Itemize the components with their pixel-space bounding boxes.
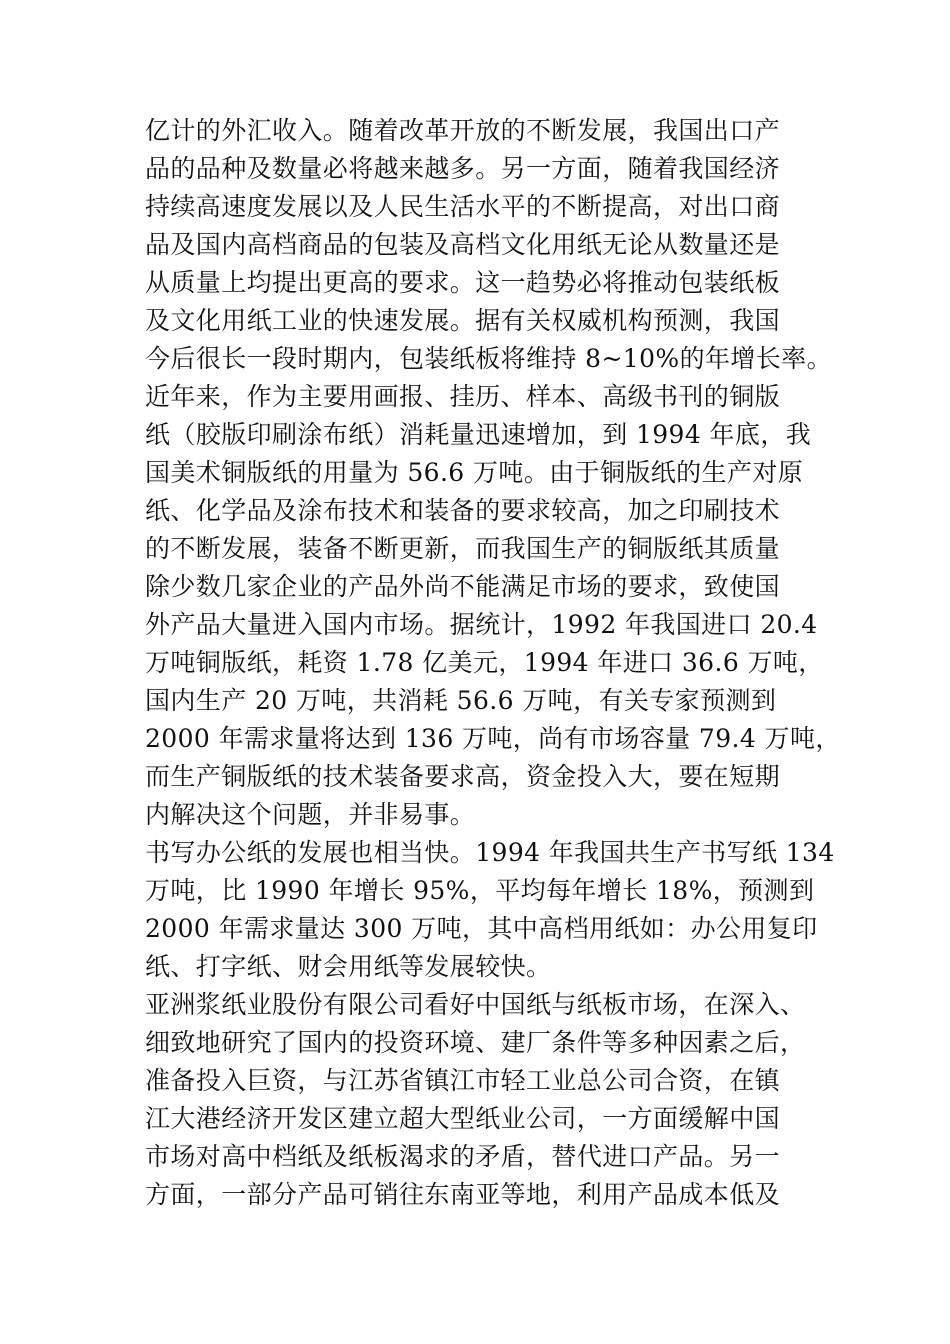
text-line: 纸、化学品及涂布技术和装备的要求较高，加之印刷技术 [145,496,781,525]
text-line: 纸（胶版印刷涂布纸）消耗量迅速增加，到 1994 年底，我 [145,420,812,449]
text-line: 今后很长一段时期内，包装纸板将维持 8~10%的年增长率。 [145,344,832,373]
text-line: 纸、打字纸、财会用纸等发展较快。 [145,952,552,981]
text-line: 2000 年需求量达 300 万吨，其中高档用纸如：办公用复印 [145,914,818,943]
text-line: 书写办公纸的发展也相当快。1994 年我国共生产书写纸 134 [145,838,835,867]
text-line: 市场对高中档纸及纸板渴求的矛盾，替代进口产品。另一 [145,1142,781,1171]
text-line: 国内生产 20 万吨，共消耗 56.6 万吨，有关专家预测到 [145,686,777,715]
text-line: 江大港经济开发区建立超大型纸业公司，一方面缓解中国 [145,1104,781,1133]
text-line: 亚洲浆纸业股份有限公司看好中国纸与纸板市场，在深入、 [145,990,806,1019]
text-line: 万吨，比 1990 年增长 95%，平均每年增长 18%，预测到 [145,876,815,905]
text-line: 品的品种及数量必将越来越多。另一方面，随着我国经济 [145,154,781,183]
text-line: 内解决这个问题，并非易事。 [145,800,476,829]
text-line: 近年来，作为主要用画报、挂历、样本、高级书刊的铜版 [145,382,781,411]
text-line: 2000 年需求量将达到 136 万吨，尚有市场容量 79.4 万吨， [145,724,841,753]
text-line: 准备投入巨资，与江苏省镇江市轻工业总公司合资，在镇 [145,1066,781,1095]
text-line: 细致地研究了国内的投资环境、建厂条件等多种因素之后， [145,1028,806,1057]
text-line: 除少数几家企业的产品外尚不能满足市场的要求，致使国 [145,572,781,601]
text-line: 品及国内高档商品的包装及高档文化用纸无论从数量还是 [145,230,781,259]
document-body-text [145,112,841,1214]
text-line: 而生产铜版纸的技术装备要求高，资金投入大，要在短期 [145,762,781,791]
text-line: 外产品大量进入国内市场。据统计，1992 年我国进口 20.4 [145,610,818,639]
text-line: 亿计的外汇收入。随着改革开放的不断发展，我国出口产 [145,116,781,145]
text-line: 国美术铜版纸的用量为 56.6 万吨。由于铜版纸的生产对原 [145,458,804,487]
text-line: 持续高速度发展以及人民生活水平的不断提高，对出口商 [145,192,781,221]
text-line: 从质量上均提出更高的要求。这一趋势必将推动包装纸板 [145,268,781,297]
text-line: 方面，一部分产品可销往东南亚等地，利用产品成本低及 [145,1180,781,1209]
text-line: 的不断发展，装备不断更新，而我国生产的铜版纸其质量 [145,534,781,563]
text-line: 及文化用纸工业的快速发展。据有关权威机构预测，我国 [145,306,781,335]
text-line: 万吨铜版纸，耗资 1.78 亿美元，1994 年进口 36.6 万吨， [145,648,824,677]
